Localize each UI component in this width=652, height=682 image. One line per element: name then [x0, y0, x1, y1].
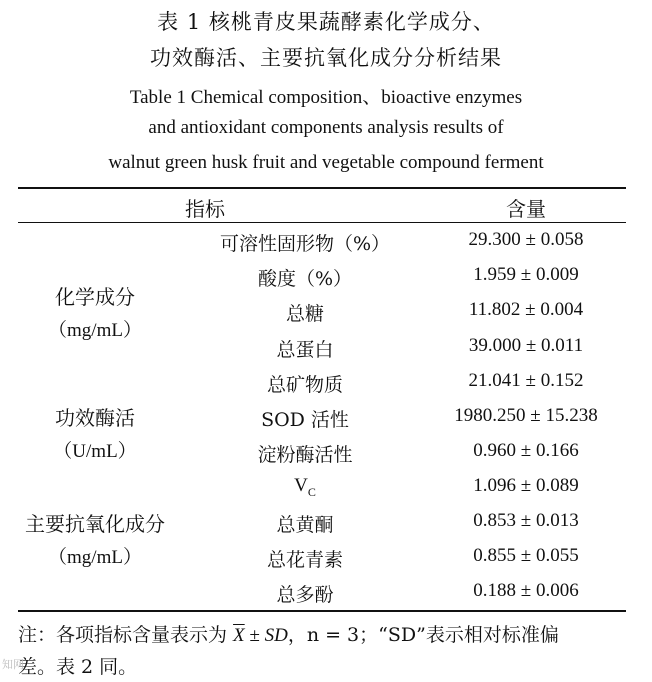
caption-cn-line-1: 表 1 核桃青皮果蔬酵素化学成分、 — [157, 10, 495, 34]
row-value: 1980.250 ± 15.238 — [454, 405, 598, 426]
caption-en-line-2: and antioxidant components analysis results of — [148, 117, 504, 138]
row-indicator: 淀粉酶活性 — [257, 444, 353, 466]
group-enzyme — [0, 402, 190, 468]
vitamin-letter: V — [294, 475, 308, 496]
table-top-rule — [18, 187, 626, 189]
table-note-line-2: 差。表 2 同。 — [18, 656, 138, 678]
group-chemical — [0, 281, 190, 347]
row-value: 39.000 ± 0.011 — [468, 335, 584, 356]
row-indicator: SOD 活性 — [261, 409, 349, 431]
caption-en-line-3: walnut green husk fruit and vegetable compound ferment — [108, 152, 544, 173]
row-value: 21.041 ± 0.152 — [468, 370, 584, 391]
row-indicator: 酸度（%） — [257, 268, 353, 290]
header-indicator: 指标 — [185, 197, 225, 221]
row-indicator: 总蛋白 — [276, 339, 334, 361]
row-indicator: 总糖 — [285, 303, 324, 325]
row-value: 0.960 ± 0.166 — [473, 440, 579, 461]
group-antioxidant-name: 主要抗氧化成分 — [25, 512, 165, 536]
group-chemical-name: 化学成分 — [55, 285, 135, 309]
row-value: 0.853 ± 0.013 — [473, 510, 579, 531]
row-value: 0.855 ± 0.055 — [473, 545, 579, 566]
caption-cn-line-2: 功效酶活、主要抗氧化成分分析结果 — [150, 46, 502, 70]
header-content: 含量 — [506, 197, 546, 221]
row-value: 29.300 ± 0.058 — [468, 229, 584, 250]
row-indicator — [190, 475, 420, 500]
row-indicator: 可溶性固形物（%） — [219, 233, 391, 255]
group-enzyme-name: 功效酶活 — [55, 406, 135, 430]
group-enzyme-unit: （U/mL） — [53, 441, 137, 462]
group-antioxidant-unit: （mg/mL） — [48, 547, 142, 568]
row-indicator: 总多酚 — [276, 584, 334, 606]
caption-en-line-1: Table 1 Chemical composition、bioactive enzymes — [129, 87, 523, 108]
row-indicator: 总黄酮 — [276, 514, 334, 536]
note-prefix: 注：各项指标含量表示为 — [18, 624, 234, 646]
note-n: ，n = 3；“SD”表示相对标准偏 — [287, 624, 559, 646]
row-value: 1.959 ± 0.009 — [473, 264, 579, 285]
row-indicator: 总矿物质 — [266, 374, 343, 396]
row-value: 0.188 ± 0.006 — [473, 580, 579, 601]
row-value: 11.802 ± 0.004 — [468, 299, 584, 320]
group-antioxidant — [0, 508, 190, 574]
row-value: 1.096 ± 0.089 — [473, 475, 579, 496]
note-sd: ± SD — [244, 625, 288, 646]
group-chemical-unit: （mg/mL） — [48, 320, 142, 341]
table-note-line-1 — [18, 620, 559, 647]
vitamin-subscript: C — [307, 484, 316, 499]
watermark: 知网 — [2, 659, 24, 671]
table-bottom-rule — [18, 610, 626, 612]
note-xbar: $\overline{X}$ — [233, 625, 245, 646]
row-indicator: 总花青素 — [266, 549, 343, 571]
header-rule — [18, 222, 626, 223]
